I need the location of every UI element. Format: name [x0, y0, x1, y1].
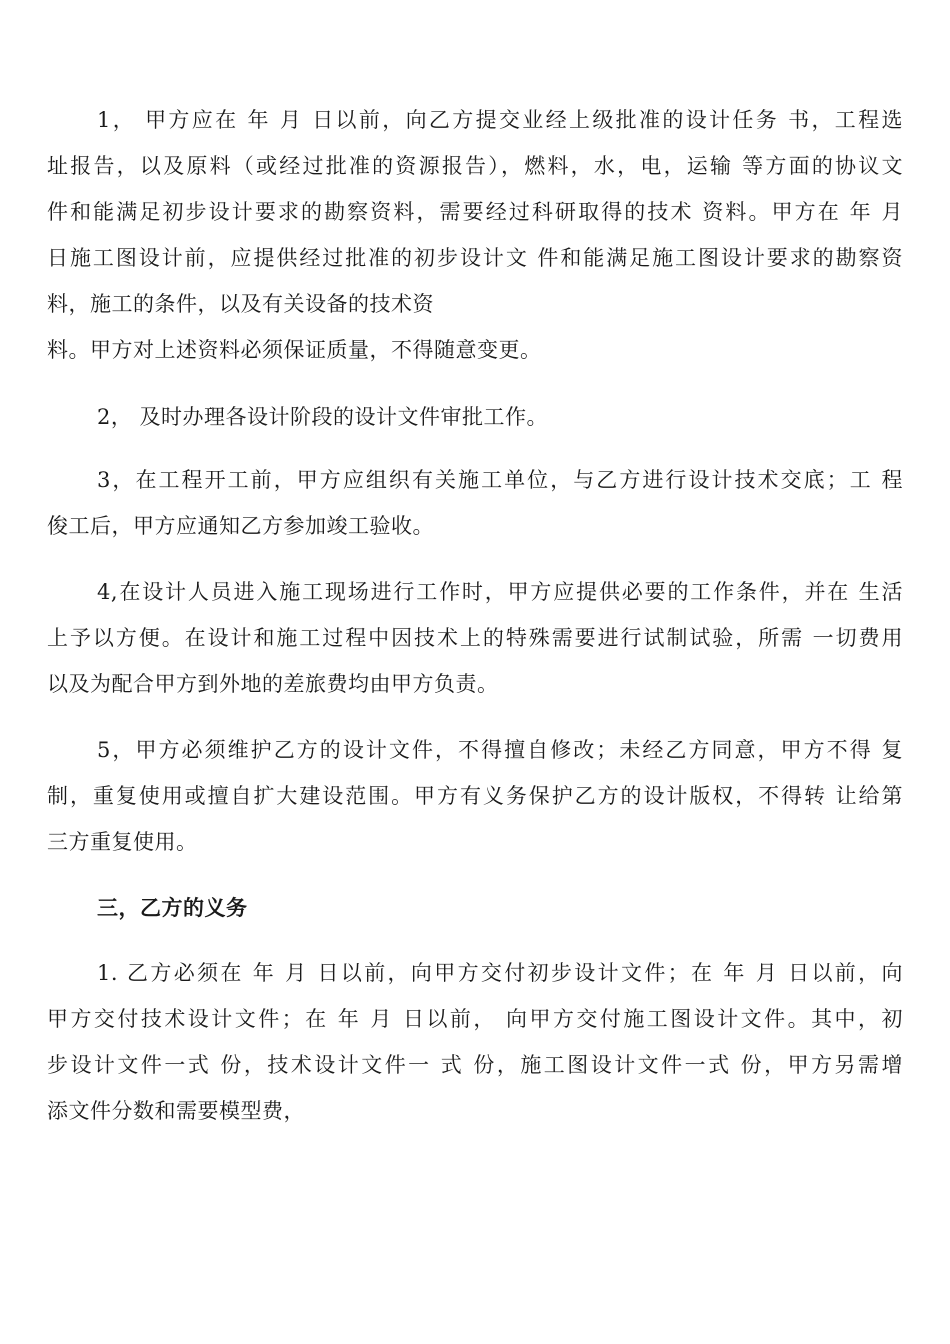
paragraph-1-line-1: 1， 甲方应在 年 月 日以前，向乙方提交业经上级批准的设计任务 书，工程选 [97, 108, 904, 132]
section-paragraph-1-line-3: 步设计文件一式 份，技术设计文件一 式 份，施工图设计文件一式 份，甲方另需增 [47, 1053, 903, 1077]
paragraph-3-line-2: 俊工后，甲方应通知乙方参加竣工验收。 [47, 514, 434, 538]
paragraph-1-line-5: 料，施工的条件，以及有关设备的技术资 [47, 292, 434, 316]
paragraph-5-line-2: 制，重复使用或擅自扩大建设范围。甲方有义务保护乙方的设计版权，不得转 让给第 [47, 784, 904, 808]
paragraph-4-line-3: 以及为配合甲方到外地的差旅费均由甲方负责。 [47, 672, 499, 696]
section-heading: 三，乙方的义务 [97, 895, 248, 920]
paragraph-4-line-1: 4,在设计人员进入施工现场进行工作时，甲方应提供必要的工作条件，并在 生活 [97, 580, 903, 604]
paragraph-5-line-3: 三方重复使用。 [47, 830, 198, 854]
paragraph-4-line-2: 上予以方便。在设计和施工过程中因技术上的特殊需要进行试制试验，所需 一切费用 [47, 626, 903, 650]
section-paragraph-1-line-1: 1. 乙方必须在 年 月 日以前，向甲方交付初步设计文件；在 年 月 日以前，向 [97, 961, 903, 985]
section-paragraph-1-line-2: 甲方交付技术设计文件；在 年 月 日以前， 向甲方交付施工图设计文件。其中，初 [47, 1007, 903, 1031]
paragraph-1-line-6: 料。甲方对上述资料必须保证质量，不得随意变更。 [47, 338, 542, 362]
paragraph-1-line-2: 址报告，以及原料（或经过批准的资源报告），燃料，水，电，运输 等方面的协议文 [47, 154, 904, 178]
paragraph-5-line-1: 5，甲方必须维护乙方的设计文件，不得擅自修改；未经乙方同意，甲方不得 复 [97, 738, 903, 762]
paragraph-1-line-4: 日施工图设计前，应提供经过批准的初步设计文 件和能满足施工图设计要求的勘察资 [47, 246, 903, 270]
paragraph-1-line-3: 件和能满足初步设计要求的勘察资料，需要经过科研取得的技术 资料。甲方在 年 月 [47, 200, 903, 224]
paragraph-3-line-1: 3，在工程开工前，甲方应组织有关施工单位，与乙方进行设计技术交底；工 程 [97, 468, 903, 492]
section-paragraph-1-line-4: 添文件分数和需要模型费， [47, 1099, 305, 1123]
paragraph-2-line-1: 2， 及时办理各设计阶段的设计文件审批工作。 [97, 405, 549, 429]
